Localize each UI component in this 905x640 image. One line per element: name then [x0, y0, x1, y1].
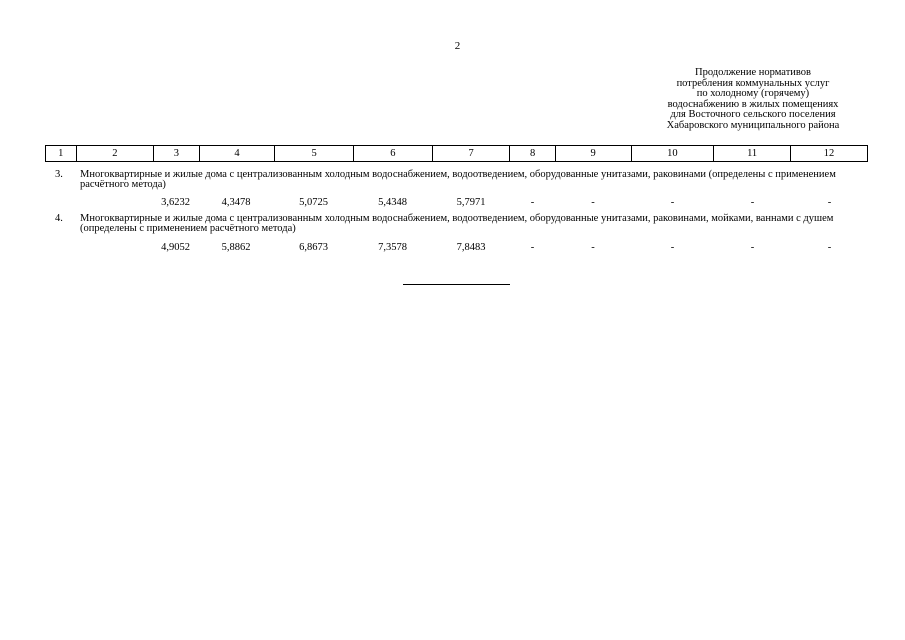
- values-row-4: [45, 242, 868, 256]
- column-header-cell: 5: [275, 146, 354, 162]
- value-cell: -: [670, 197, 675, 208]
- header-line: потребления коммунальных услуг: [676, 77, 830, 89]
- section-description: Многоквартирные и жилые дома с централизованным холодным водоснабжением, водоотведением, оборудованные унитазами, раковинами, мойками, ваннами с душем (определены с применением расчётного метода): [80, 213, 834, 234]
- column-header-cell: 7: [432, 146, 510, 162]
- end-divider: [403, 284, 510, 285]
- column-header-cell: 1: [46, 146, 77, 162]
- values-row-3: [45, 197, 868, 211]
- header-line: Хабаровского муниципального района: [666, 119, 840, 131]
- continuation-header: [623, 68, 883, 131]
- column-header-cell: 2: [76, 146, 154, 162]
- table-row: [46, 146, 868, 162]
- header-line: для Восточного сельского поселения: [670, 109, 836, 120]
- column-header-cell: 8: [510, 146, 555, 162]
- section-number: 4.: [55, 213, 63, 224]
- section-4: [45, 214, 868, 234]
- header-line: Продолжение нормативов: [695, 67, 811, 78]
- value-cell: 7,3578: [378, 242, 407, 253]
- section-number: 3.: [55, 169, 63, 180]
- value-cell: 3,6232: [161, 197, 190, 208]
- value-cell: 7,8483: [456, 242, 486, 253]
- column-header-cell: 12: [791, 146, 868, 162]
- section-description: Многоквартирные и жилые дома с централизованным холодным водоснабжением, водоотведением, оборудованные унитазами, раковинами (определены с применением расчётного метода): [80, 169, 836, 190]
- value-cell: 5,4348: [378, 197, 407, 208]
- section-3: [45, 170, 868, 190]
- column-header-cell: 9: [555, 146, 631, 162]
- header-line: по холодному (горячему): [696, 88, 810, 99]
- header-line: водоснабжению в жилых помещениях: [667, 98, 839, 110]
- value-cell: -: [827, 242, 832, 253]
- value-cell: 5,7971: [456, 197, 486, 208]
- value-cell: -: [750, 242, 755, 253]
- value-cell: 4,9052: [161, 242, 190, 253]
- value-cell: 4,3478: [221, 197, 251, 208]
- value-cell: 5,0725: [299, 197, 328, 208]
- value-cell: -: [591, 197, 595, 208]
- column-header-cell: 10: [631, 146, 714, 162]
- value-cell: -: [827, 197, 832, 208]
- value-cell: -: [750, 197, 755, 208]
- column-header-cell: 3: [154, 146, 199, 162]
- column-header-cell: 4: [199, 146, 275, 162]
- column-header-cell: 6: [354, 146, 433, 162]
- column-number-header: [45, 145, 868, 162]
- value-cell: 5,8862: [221, 242, 251, 253]
- value-cell: -: [670, 242, 675, 253]
- value-cell: 6,8673: [299, 242, 328, 253]
- page-number: 2: [454, 40, 461, 52]
- column-header-cell: 11: [714, 146, 791, 162]
- value-cell: -: [530, 242, 535, 253]
- value-cell: -: [591, 242, 595, 253]
- value-cell: -: [530, 197, 535, 208]
